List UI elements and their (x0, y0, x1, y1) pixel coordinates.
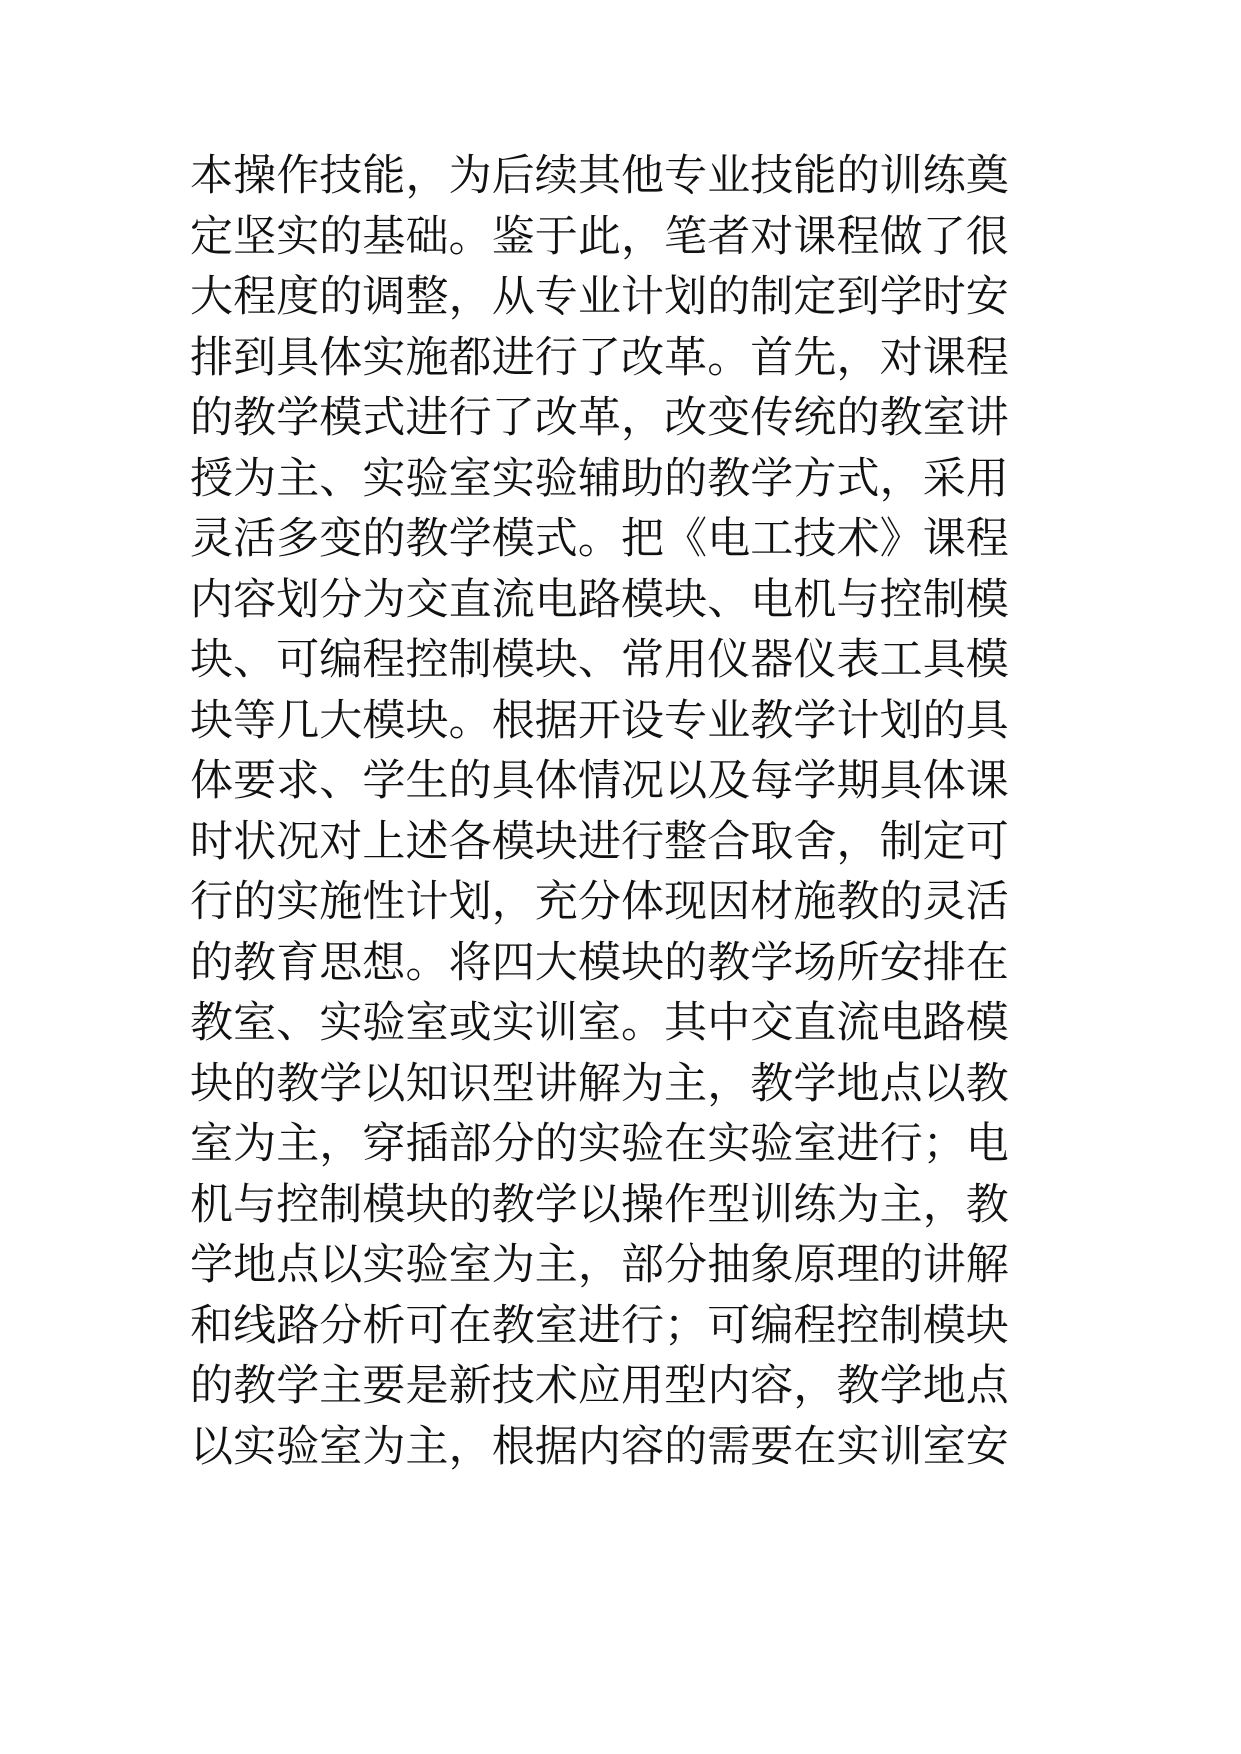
text-line: 的教育思想。将四大模块的教学场所安排在 (190, 937, 1009, 988)
text-line: 块等几大模块。根据开设专业教学计划的具 (190, 695, 1009, 746)
text-line: 的教学主要是新技术应用型内容，教学地点 (190, 1361, 1009, 1411)
text-line: 块、可编程控制模块、常用仪器仪表工具模 (190, 635, 1009, 685)
text-line: 学地点以实验室为主，部分抽象原理的讲解 (190, 1240, 1009, 1290)
text-line: 机与控制模块的教学以操作型训练为主，教 (190, 1179, 1009, 1230)
text-line: 大程度的调整，从专业计划的制定到学时安 (190, 272, 1009, 322)
text-line: 定坚实的基础。鉴于此，笔者对课程做了很 (190, 211, 1009, 262)
text-line: 本操作技能，为后续其他专业技能的训练奠 (190, 151, 1009, 201)
text-line: 块的教学以知识型讲解为主，教学地点以教 (190, 1058, 1009, 1109)
text-line: 室为主，穿插部分的实验在实验室进行；电 (190, 1119, 1009, 1169)
text-line: 行的实施性计划，充分体现因材施教的灵活 (190, 877, 1009, 927)
text-line: 授为主、实验室实验辅助的教学方式，采用 (190, 453, 1009, 504)
text-line: 和线路分析可在教室进行；可编程控制模块 (190, 1300, 1009, 1351)
text-line: 体要求、学生的具体情况以及每学期具体课 (190, 756, 1009, 806)
text-line: 内容划分为交直流电路模块、电机与控制模 (190, 574, 1009, 625)
text-line: 时状况对上述各模块进行整合取舍，制定可 (190, 816, 1009, 867)
text-line: 以实验室为主，根据内容的需要在实训室安 (190, 1421, 1009, 1472)
body-paragraph (190, 146, 1060, 1477)
text-line: 排到具体实施都进行了改革。首先，对课程 (190, 332, 1009, 383)
text-line: 教室、实验室或实训室。其中交直流电路模 (190, 998, 1009, 1048)
text-line: 灵活多变的教学模式。把《电工技术》课程 (190, 514, 1009, 564)
text-line: 的教学模式进行了改革，改变传统的教室讲 (190, 393, 1009, 443)
